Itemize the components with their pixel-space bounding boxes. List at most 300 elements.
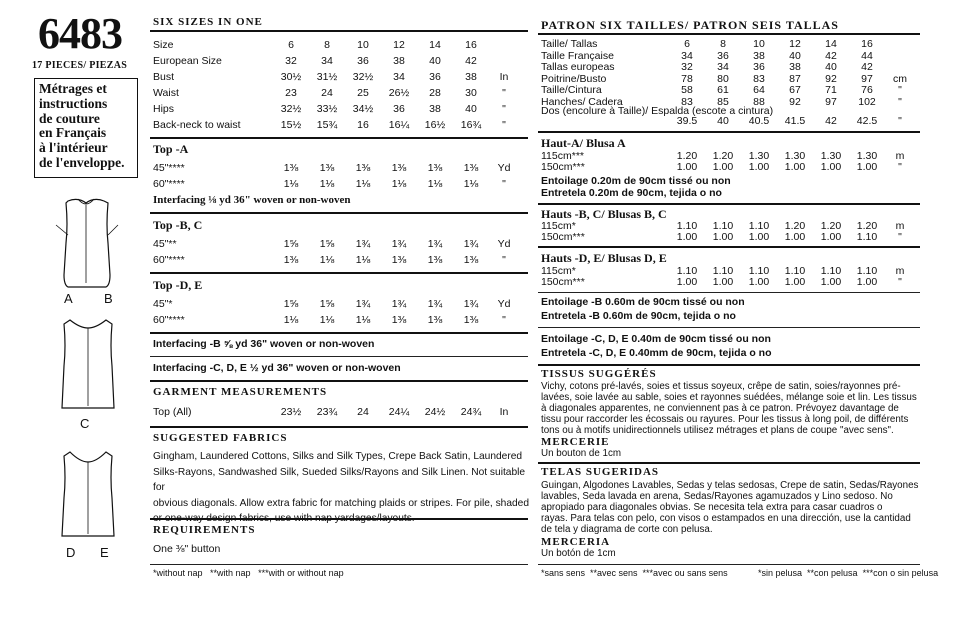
row-value: 36 bbox=[429, 71, 441, 83]
fr-entoilage-a: Entoilage 0.20m de 90cm tissé ou non bbox=[541, 175, 731, 187]
row-value: 67 bbox=[789, 84, 801, 96]
row-value: 58 bbox=[681, 84, 693, 96]
row-unit: m bbox=[895, 220, 905, 232]
rule bbox=[538, 203, 920, 205]
row-label: 115cm* bbox=[541, 220, 576, 232]
row-value: 1.20 bbox=[856, 220, 878, 232]
row-value: 61 bbox=[717, 84, 729, 96]
table-row bbox=[153, 102, 519, 116]
rule bbox=[150, 137, 528, 139]
row-value: 1.10 bbox=[712, 265, 734, 277]
row-value: 1⅜ bbox=[427, 254, 443, 266]
row-value: 102 bbox=[858, 95, 876, 108]
row-value: 97 bbox=[861, 72, 873, 85]
es-merceria-text: Un botón de 1cm bbox=[541, 548, 616, 559]
table-row bbox=[541, 230, 915, 244]
es-telas-title: TELAS SUGERIDAS bbox=[541, 466, 660, 478]
row-value: 1⅛ bbox=[319, 314, 335, 326]
row-unit: In bbox=[499, 406, 509, 418]
telas-line: apropiado para diagonales obvias. Se necesita tela extra para casar cuadros o bbox=[541, 502, 883, 513]
rule bbox=[538, 462, 920, 464]
table-row bbox=[541, 160, 915, 174]
table-row bbox=[153, 70, 519, 84]
row-value: 38 bbox=[789, 61, 801, 73]
view-label-c: C bbox=[80, 416, 90, 431]
row-value: 64 bbox=[753, 84, 765, 96]
row-value: 38 bbox=[753, 49, 765, 62]
row-value: 12 bbox=[393, 39, 405, 51]
es-merceria-title: MERCERIA bbox=[541, 536, 611, 548]
row-value: 1⅛ bbox=[355, 254, 371, 266]
rule bbox=[150, 272, 528, 274]
table-row bbox=[153, 253, 519, 267]
row-value: 1¾ bbox=[355, 298, 371, 310]
row-label: Waist bbox=[153, 87, 179, 99]
row-value: 42 bbox=[465, 55, 477, 67]
row-value: 10 bbox=[753, 38, 765, 50]
row-value: 1¾ bbox=[463, 298, 479, 310]
row-value: 1.00 bbox=[712, 276, 734, 288]
row-value: 1.30 bbox=[856, 150, 878, 162]
french-note-line: de l'enveloppe. bbox=[39, 154, 125, 170]
row-value: 1.00 bbox=[784, 161, 806, 173]
row-value: 83 bbox=[681, 95, 693, 108]
row-value: 78 bbox=[681, 72, 693, 85]
row-value: 1⅜ bbox=[319, 162, 335, 174]
fabrics-line: Silks-Rayons, Sandwashed Silk, Sueded Silks/Rayons and Silk Linen. Not suitable for bbox=[153, 466, 526, 493]
en-fabrics-title: SUGGESTED FABRICS bbox=[153, 432, 288, 444]
row-label: Poitrine/Busto bbox=[541, 72, 607, 85]
row-value: 1.10 bbox=[712, 220, 734, 232]
row-unit: Yd bbox=[497, 298, 511, 310]
french-note-line: de couture bbox=[39, 110, 100, 126]
row-unit: " bbox=[502, 119, 506, 131]
row-value: 16 bbox=[357, 119, 369, 131]
view-de-sketch bbox=[56, 448, 120, 544]
table-row bbox=[153, 313, 519, 327]
row-value: 1.10 bbox=[748, 265, 770, 277]
row-value: 1⅛ bbox=[319, 178, 335, 190]
row-value: 23 bbox=[285, 87, 297, 99]
rule bbox=[150, 518, 528, 520]
row-label: 60"**** bbox=[153, 254, 185, 266]
row-value: 1.00 bbox=[676, 276, 698, 288]
row-value: 1⅛ bbox=[283, 178, 299, 190]
row-value: 28 bbox=[429, 87, 441, 99]
en-fabrics-text bbox=[153, 449, 529, 527]
row-value: 1.00 bbox=[856, 161, 878, 173]
row-value: 40 bbox=[717, 115, 729, 127]
row-value: 1⅛ bbox=[319, 254, 335, 266]
rule bbox=[150, 30, 528, 32]
row-value: 1¾ bbox=[463, 238, 479, 250]
row-value: 71 bbox=[825, 84, 837, 96]
row-unit: " bbox=[502, 87, 506, 99]
es-footnote: *sin pelusa **con pelusa ***con o sin pelusa bbox=[758, 568, 939, 578]
table-row bbox=[541, 275, 915, 289]
row-value: 34 bbox=[681, 49, 693, 62]
view-label-e: E bbox=[100, 545, 109, 560]
row-value: 38 bbox=[429, 103, 441, 115]
row-value: 1¾ bbox=[391, 298, 407, 310]
row-unit: " bbox=[898, 84, 902, 96]
en-topde-title: Top -D, E bbox=[153, 278, 203, 292]
rule bbox=[150, 426, 528, 428]
row-value: 40 bbox=[465, 103, 477, 115]
row-value: 36 bbox=[393, 103, 405, 115]
row-label: 150cm*** bbox=[541, 231, 585, 243]
table-row bbox=[153, 297, 519, 311]
row-value: 15¾ bbox=[316, 119, 338, 131]
row-value: 1.00 bbox=[856, 276, 878, 288]
row-value: 1⅜ bbox=[463, 314, 479, 326]
row-value: 1⅜ bbox=[463, 254, 479, 266]
row-unit: " bbox=[898, 95, 902, 108]
tissus-line: Vichy, cotons pré-lavés, soies et tissus soyeux, crêpe de satin, soies/rayonnes pré- bbox=[541, 381, 901, 392]
row-value: 36 bbox=[753, 61, 765, 73]
fr-merc-text: Un bouton de 1cm bbox=[541, 448, 622, 459]
table-row bbox=[541, 114, 915, 128]
pattern-number: 6483 bbox=[38, 9, 122, 58]
rule bbox=[150, 332, 528, 334]
row-value: 16¾ bbox=[460, 119, 482, 131]
en-topbc-title: Top -B, C bbox=[153, 218, 203, 232]
row-label: Top (All) bbox=[153, 406, 192, 418]
telas-line: lavables, Seda lavada en arena, Sedas/Rayones agamuzados y Lino sedoso. No bbox=[541, 491, 893, 502]
row-unit: " bbox=[502, 103, 506, 115]
row-value: 23¾ bbox=[316, 406, 338, 418]
fr-hautsde-title: Hauts -D, E/ Blusas D, E bbox=[541, 251, 667, 265]
row-value: 31½ bbox=[316, 71, 338, 83]
row-unit: " bbox=[898, 231, 902, 243]
row-value: 32½ bbox=[280, 103, 302, 115]
pieces-label: 17 PIECES/ PIEZAS bbox=[32, 60, 128, 71]
row-value: 32 bbox=[681, 61, 693, 73]
row-label: Hanches/ Cadera bbox=[541, 95, 623, 108]
row-value: 16½ bbox=[424, 119, 446, 131]
row-value: 14 bbox=[825, 38, 837, 50]
row-value: 1.00 bbox=[784, 231, 806, 243]
row-value: 1⅜ bbox=[391, 162, 407, 174]
row-value: 1⅜ bbox=[463, 162, 479, 174]
row-value: 25 bbox=[357, 87, 369, 99]
row-value: 42 bbox=[825, 49, 837, 62]
row-value: 1⅛ bbox=[355, 314, 371, 326]
row-value: 1⅜ bbox=[427, 314, 443, 326]
en-req-title: REQUIREMENTS bbox=[153, 524, 256, 536]
fr-dos-label: Dos (encolure à Taille)/ Espalda (escote a cintura) bbox=[541, 105, 774, 117]
row-value: 1.00 bbox=[748, 276, 770, 288]
view-c-sketch bbox=[56, 316, 120, 416]
rule bbox=[150, 564, 528, 565]
rule bbox=[538, 33, 920, 35]
view-label-b: B bbox=[104, 291, 113, 306]
table-row bbox=[153, 177, 519, 191]
row-value: 1⅛ bbox=[427, 178, 443, 190]
row-value: 8 bbox=[720, 38, 726, 50]
row-label: 115cm* bbox=[541, 265, 576, 277]
row-value: 23½ bbox=[280, 406, 302, 418]
row-value: 6 bbox=[684, 38, 690, 50]
row-value: 16 bbox=[861, 38, 873, 50]
row-value: 1⅝ bbox=[283, 238, 299, 250]
row-value: 1⅛ bbox=[391, 178, 407, 190]
row-value: 24¼ bbox=[388, 406, 410, 418]
fr-ent-cde1: Entoilage -C, D, E 0.40m de 90cm tissé ou non bbox=[541, 333, 771, 345]
fr-hauta-ent1 bbox=[541, 175, 731, 187]
view-label-d: D bbox=[66, 545, 76, 560]
row-value: 40 bbox=[789, 49, 801, 62]
row-value: 24 bbox=[357, 406, 369, 418]
row-unit: " bbox=[502, 314, 506, 326]
row-value: 1⅝ bbox=[319, 298, 335, 310]
row-value: 1.00 bbox=[712, 231, 734, 243]
french-note-line: instructions bbox=[39, 95, 108, 111]
row-value: 14 bbox=[429, 39, 441, 51]
row-value: 44 bbox=[861, 49, 873, 62]
rule bbox=[538, 246, 920, 248]
row-value: 87 bbox=[789, 72, 801, 85]
row-value: 16¼ bbox=[388, 119, 410, 131]
row-unit: " bbox=[898, 161, 902, 173]
row-value: 38 bbox=[393, 55, 405, 67]
row-value: 1.10 bbox=[676, 220, 698, 232]
row-value: 1¾ bbox=[427, 298, 443, 310]
row-value: 30½ bbox=[280, 71, 302, 83]
es-telas-text bbox=[541, 480, 921, 535]
fr-tissus-title: TISSUS SUGGÉRÉS bbox=[541, 368, 657, 380]
fr-ent-cde2: Entretela -C, D, E 0.40mm de 90cm, tejida o no bbox=[541, 347, 772, 359]
row-label: Bust bbox=[153, 71, 175, 83]
row-value: 6 bbox=[288, 39, 294, 51]
row-value: 1⅛ bbox=[355, 178, 371, 190]
french-note-line: en Français bbox=[39, 125, 107, 141]
telas-line: Guingan, Algodones Lavables, Sedas y telas sedosas, Crepe de satin, Sedas/Rayones bbox=[541, 480, 919, 491]
row-value: 10 bbox=[357, 39, 369, 51]
row-value: 76 bbox=[861, 84, 873, 96]
row-value: 34 bbox=[717, 61, 729, 73]
fr-entretela-a: Entretela 0.20m de 90cm, tejida o no bbox=[541, 187, 722, 199]
row-value: 1.00 bbox=[748, 161, 770, 173]
row-value: 40 bbox=[429, 55, 441, 67]
fr-hauta-ent2 bbox=[541, 187, 722, 199]
row-label: 60"**** bbox=[153, 314, 185, 326]
fr-hautsbc-title: Hauts -B, C/ Blusas B, C bbox=[541, 207, 667, 221]
table-row bbox=[153, 38, 519, 52]
fabrics-line: obvious diagonals. Allow extra fabric for matching plaids or stripes. For pile, shaded bbox=[153, 497, 529, 509]
row-unit: m bbox=[895, 150, 905, 162]
table-row bbox=[153, 161, 519, 175]
row-unit: " bbox=[502, 254, 506, 266]
table-row bbox=[153, 54, 519, 68]
french-note-line: à l'intérieur bbox=[39, 140, 108, 156]
row-value: 32 bbox=[285, 55, 297, 67]
row-value: 85 bbox=[717, 95, 729, 108]
row-unit: In bbox=[499, 71, 509, 83]
fr-ent-b2: Entretela -B 0.60m de 90cm, tejida o no bbox=[541, 310, 736, 322]
row-value: 34 bbox=[321, 55, 333, 67]
row-value: 1.00 bbox=[676, 161, 698, 173]
fr-footnote: *sans sens **avec sens ***avec ou sans sens bbox=[541, 568, 728, 578]
row-value: 1.20 bbox=[784, 220, 806, 232]
row-value: 1.10 bbox=[856, 265, 878, 277]
row-unit: cm bbox=[893, 72, 907, 85]
en-garment-title: GARMENT MEASUREMENTS bbox=[153, 386, 328, 398]
row-value: 1⅛ bbox=[463, 178, 479, 190]
row-value: 80 bbox=[717, 72, 729, 85]
row-value: 42.5 bbox=[856, 115, 878, 127]
row-value: 1⅜ bbox=[427, 162, 443, 174]
row-value: 1.00 bbox=[784, 276, 806, 288]
row-value: 1.20 bbox=[820, 220, 842, 232]
fabrics-line: Gingham, Laundered Cottons, Silks and Silk Types, Crepe Back Satin, Laundered bbox=[153, 451, 523, 462]
row-value: 12 bbox=[789, 38, 801, 50]
row-label: Hips bbox=[153, 103, 175, 115]
rule bbox=[150, 212, 528, 214]
tissus-line: tons ou à motifs unidirectionnels utilisez métrages et plans de coupe "avec sens". bbox=[541, 425, 894, 436]
rule bbox=[538, 564, 920, 565]
en-title: SIX SIZES IN ONE bbox=[153, 16, 263, 28]
row-value: 24 bbox=[321, 87, 333, 99]
row-value: 36 bbox=[717, 49, 729, 62]
row-value: 38 bbox=[465, 71, 477, 83]
row-label: 150cm*** bbox=[541, 276, 585, 288]
row-value: 92 bbox=[825, 72, 837, 85]
row-value: 32½ bbox=[352, 71, 374, 83]
row-value: 83 bbox=[753, 72, 765, 85]
row-label: 60"**** bbox=[153, 178, 185, 190]
row-value: 1⅛ bbox=[283, 314, 299, 326]
row-value: 33½ bbox=[316, 103, 338, 115]
row-value: 34½ bbox=[352, 103, 374, 115]
table-row bbox=[153, 86, 519, 100]
row-value: 1.20 bbox=[712, 150, 734, 162]
row-unit: " bbox=[898, 115, 902, 127]
rule bbox=[150, 380, 528, 382]
row-value: 1.00 bbox=[748, 231, 770, 243]
row-label: Taille/Cintura bbox=[541, 84, 602, 96]
row-unit: Yd bbox=[497, 162, 511, 174]
en-interfacing-cde: Interfacing -C, D, E ½ yd 36" woven or non-woven bbox=[153, 362, 401, 374]
en-footnote: *without nap **with nap ***with or without nap bbox=[153, 568, 344, 578]
row-value: 1⅜ bbox=[283, 162, 299, 174]
row-value: 1.10 bbox=[820, 265, 842, 277]
row-value: 26½ bbox=[388, 87, 410, 99]
row-label: Tallas europeas bbox=[541, 61, 615, 73]
row-label: European Size bbox=[153, 55, 222, 67]
row-value: 1.10 bbox=[748, 220, 770, 232]
rule bbox=[538, 364, 920, 366]
row-value: 1¾ bbox=[427, 238, 443, 250]
french-note-box bbox=[34, 78, 138, 178]
row-value: 1.30 bbox=[820, 150, 842, 162]
en-topa-interfacing: Interfacing ⅛ yd 36" woven or non-woven bbox=[153, 194, 351, 206]
row-value: 1.00 bbox=[820, 161, 842, 173]
table-row bbox=[153, 237, 519, 251]
table-row bbox=[153, 118, 519, 132]
row-value: 1.10 bbox=[856, 231, 878, 243]
row-value: 1¾ bbox=[391, 238, 407, 250]
row-value: 1.20 bbox=[676, 150, 698, 162]
en-topa-title: Top -A bbox=[153, 142, 189, 156]
row-value: 1⅜ bbox=[283, 254, 299, 266]
row-value: 40 bbox=[825, 61, 837, 73]
row-value: 39.5 bbox=[676, 115, 698, 127]
fr-ent-b1: Entoilage -B 0.60m de 90cm tissé ou non bbox=[541, 296, 745, 308]
row-value: 1¾ bbox=[355, 238, 371, 250]
row-label: 115cm*** bbox=[541, 150, 584, 162]
row-value: 24½ bbox=[424, 406, 446, 418]
row-value: 41.5 bbox=[784, 115, 806, 127]
row-label: Taille Française bbox=[541, 49, 614, 62]
row-value: 1⅜ bbox=[355, 162, 371, 174]
row-value: 1⅝ bbox=[319, 238, 335, 250]
row-value: 92 bbox=[789, 95, 801, 108]
row-unit: " bbox=[898, 276, 902, 288]
view-ab-sketch bbox=[48, 195, 128, 291]
row-value: 1.00 bbox=[820, 276, 842, 288]
en-req-text: One ⅜" button bbox=[153, 543, 221, 555]
rule bbox=[538, 292, 920, 293]
row-value: 1.00 bbox=[712, 161, 734, 173]
row-label: 45"** bbox=[153, 238, 177, 250]
tissus-line: lavées, soie lavée au sable, soies et rayonnes suédées, mélange soie et lin. Les tissus bbox=[541, 392, 917, 403]
row-value: 15½ bbox=[280, 119, 302, 131]
rule bbox=[538, 327, 920, 328]
row-value: 1.10 bbox=[784, 265, 806, 277]
en-interfacing-b: Interfacing -B ⅝ yd 36" woven or non-woven bbox=[153, 338, 375, 350]
telas-line: rayas. Para telas con pelo, con visos o estampados en una dirección, use la cantidad bbox=[541, 513, 911, 524]
view-label-a: A bbox=[64, 291, 73, 306]
row-value: 40.5 bbox=[748, 115, 770, 127]
row-value: 42 bbox=[825, 115, 837, 127]
rule bbox=[538, 131, 920, 133]
row-value: 1⅜ bbox=[391, 314, 407, 326]
tissus-line: tissu pour raccorder les écossais ou rayures. Pour les tissus à long poil, de différents bbox=[541, 414, 909, 425]
rule bbox=[150, 356, 528, 357]
row-label: Back-neck to waist bbox=[153, 119, 241, 131]
row-unit: " bbox=[502, 178, 506, 190]
row-value: 16 bbox=[465, 39, 477, 51]
row-label: Taille/ Tallas bbox=[541, 38, 598, 50]
tissus-line: à diagonales apparentes, ne conviennent pas à ce patron. Prévoyez davantage de bbox=[541, 403, 899, 414]
row-value: 1.30 bbox=[748, 150, 770, 162]
row-label: Size bbox=[153, 39, 174, 51]
fr-tissus-text bbox=[541, 381, 921, 436]
row-value: 1.00 bbox=[676, 231, 698, 243]
row-value: 8 bbox=[324, 39, 330, 51]
fr-merc-title: MERCERIE bbox=[541, 436, 610, 448]
row-value: 1.10 bbox=[676, 265, 698, 277]
row-value: 1⅜ bbox=[391, 254, 407, 266]
row-value: 1.00 bbox=[820, 231, 842, 243]
row-value: 1.30 bbox=[784, 150, 806, 162]
row-value: 30 bbox=[465, 87, 477, 99]
row-label: 45"* bbox=[153, 298, 173, 310]
fr-title: PATRON SIX TAILLES/ PATRON SEIS TALLAS bbox=[541, 18, 839, 32]
row-value: 42 bbox=[861, 61, 873, 73]
row-value: 34 bbox=[393, 71, 405, 83]
table-row bbox=[153, 405, 519, 419]
french-note-line: Métrages et bbox=[39, 81, 107, 96]
row-label: 45"**** bbox=[153, 162, 185, 174]
row-value: 97 bbox=[825, 95, 837, 108]
row-unit: m bbox=[895, 265, 905, 277]
row-value: 88 bbox=[753, 95, 765, 108]
row-value: 1⅝ bbox=[283, 298, 299, 310]
fr-hauta-title: Haut-A/ Blusa A bbox=[541, 136, 626, 150]
telas-line: de tela y diagrama de corte con pelusa. bbox=[541, 524, 713, 535]
